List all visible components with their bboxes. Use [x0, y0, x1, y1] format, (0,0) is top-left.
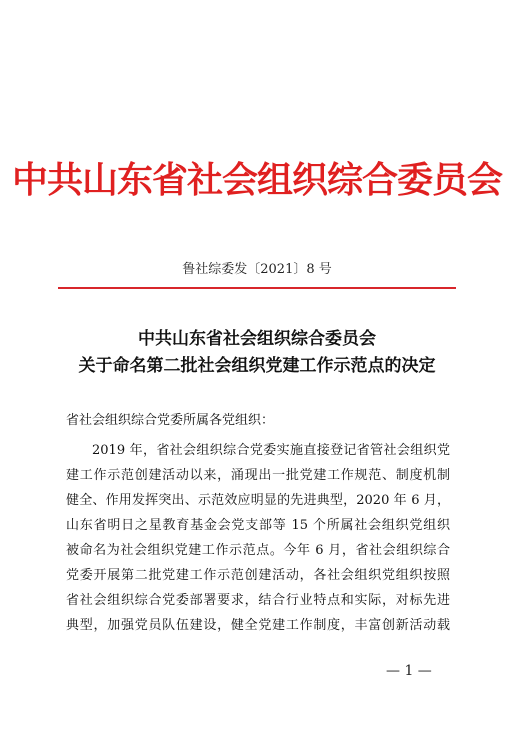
body-line: 建工作示范创建活动以来，涌现出一批党建工作规范、制度机制 [66, 468, 450, 483]
page-number: — 1 — [386, 663, 432, 679]
organization-header: 中共山东省社会组织综合委员会 [11, 159, 502, 201]
document-title-line-1: 中共山东省社会组织综合委员会 [138, 329, 376, 349]
document-title-line-2: 关于命名第二批社会组织党建工作示范点的决定 [78, 356, 436, 376]
salutation: 省社会组织综合党委所属各党组织： [66, 413, 275, 428]
body-line: 被命名为社会组织党建工作示范点。今年 6 月，省社会组织综合 [66, 543, 450, 558]
body-line: 健全、作用发挥突出、示范效应明显的先进典型，2020 年 6 月， [66, 493, 450, 508]
body-text [66, 438, 450, 638]
body-line: 2019 年，省社会组织综合党委实施直接登记省管社会组织党 [92, 443, 450, 458]
red-divider-line [58, 287, 456, 289]
document-number: 鲁社综委发〔2021〕8 号 [182, 262, 332, 277]
body-line: 典型，加强党员队伍建设，健全党建工作制度，丰富创新活动载 [66, 618, 450, 633]
document-title [0, 326, 514, 380]
body-line: 山东省明日之星教育基金会党支部等 15 个所属社会组织党组织 [66, 518, 450, 533]
body-line: 党委开展第二批党建工作示范创建活动，各社会组织党组织按照 [66, 568, 450, 583]
body-line: 省社会组织综合党委部署要求，结合行业特点和实际，对标先进 [66, 593, 450, 608]
